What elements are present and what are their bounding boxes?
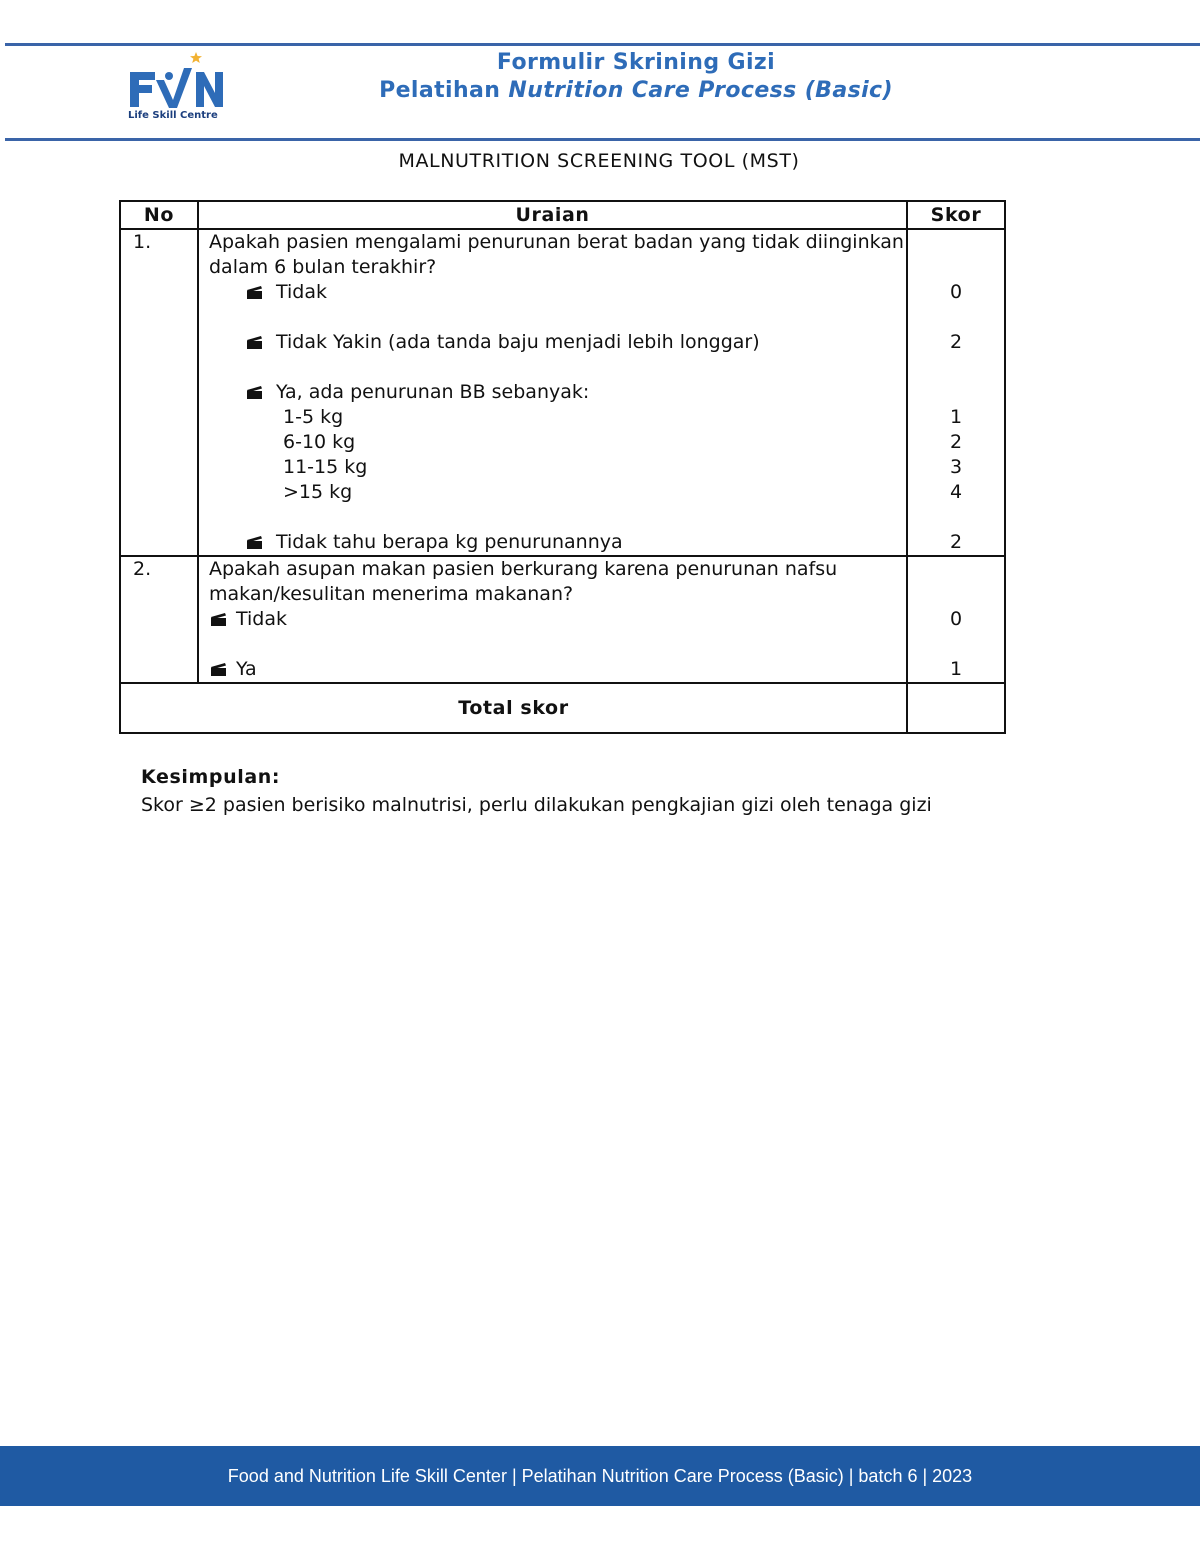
table-row-total bbox=[120, 683, 1005, 733]
q1-question: Apakah pasien mengalami penurunan berat badan yang tidak diinginkan dalam 6 bulan terakhir? bbox=[209, 231, 904, 278]
clapperboard-bullet-icon bbox=[211, 613, 228, 626]
score-value: 0 bbox=[949, 608, 963, 630]
conclusion-text: Skor ≥2 pasien berisiko malnutrisi, perlu dilakukan pengkajian gizi oleh tenaga gizi bbox=[141, 794, 932, 816]
q2-content bbox=[198, 556, 907, 683]
q2-option-label: Ya bbox=[236, 658, 257, 680]
q1-sub-option[interactable]: 6-10 kg bbox=[283, 431, 356, 453]
header-rule-top bbox=[5, 43, 1200, 46]
training-heading-italic: Nutrition Care Process (Basic) bbox=[508, 78, 893, 103]
clapperboard-bullet-icon bbox=[247, 386, 264, 399]
score-value: 2 bbox=[949, 431, 963, 453]
q2-scores bbox=[907, 556, 1005, 683]
clapperboard-bullet-icon bbox=[247, 536, 264, 549]
q1-option-tidak[interactable] bbox=[209, 280, 906, 305]
q1-content bbox=[198, 229, 907, 556]
score-value: 2 bbox=[949, 531, 963, 553]
q2-option-tidak[interactable] bbox=[209, 607, 906, 632]
q1-sub-option[interactable]: 1-5 kg bbox=[283, 406, 344, 428]
table-header-row bbox=[120, 201, 1005, 229]
q1-option-label: Tidak tahu berapa kg penurunannya bbox=[276, 531, 623, 553]
header-skor: Skor bbox=[907, 201, 1005, 229]
q2-number: 2. bbox=[120, 556, 198, 683]
clapperboard-bullet-icon bbox=[211, 663, 228, 676]
q1-scores bbox=[907, 229, 1005, 556]
q1-option-label: Tidak bbox=[276, 281, 328, 303]
total-score-label: Total skor bbox=[120, 683, 907, 733]
score-value: 4 bbox=[949, 481, 963, 503]
q1-option-tidak-yakin[interactable] bbox=[209, 330, 906, 355]
score-value: 1 bbox=[949, 658, 963, 680]
q1-option-ya[interactable] bbox=[209, 380, 906, 405]
q1-sub-option[interactable]: >15 kg bbox=[283, 481, 353, 503]
training-heading-prefix: Pelatihan bbox=[379, 78, 509, 103]
q1-sub-option[interactable]: 11-15 kg bbox=[283, 456, 368, 478]
q2-option-label: Tidak bbox=[236, 608, 288, 630]
score-value: 1 bbox=[949, 406, 963, 428]
header-rule-bottom bbox=[5, 138, 1200, 141]
header-no: No bbox=[120, 201, 198, 229]
table-row-q1 bbox=[120, 229, 1005, 556]
page-title: MALNUTRITION SCREENING TOOL (MST) bbox=[398, 150, 800, 172]
score-value: 2 bbox=[949, 331, 963, 353]
mst-table bbox=[119, 200, 1006, 734]
q1-option-label: Ya, ada penurunan BB sebanyak: bbox=[276, 381, 590, 403]
footer-bar bbox=[0, 1446, 1200, 1506]
clapperboard-bullet-icon bbox=[247, 286, 264, 299]
footer-text: Food and Nutrition Life Skill Center | Pelatihan Nutrition Care Process (Basic) | batch 6 | 2023 bbox=[227, 1466, 973, 1486]
q2-option-ya[interactable] bbox=[209, 657, 906, 682]
score-value: 0 bbox=[949, 281, 963, 303]
q2-question: Apakah asupan makan pasien berkurang karena penurunan nafsu makan/kesulitan menerima makanan? bbox=[209, 558, 838, 605]
header-uraian: Uraian bbox=[198, 201, 907, 229]
clapperboard-bullet-icon bbox=[247, 336, 264, 349]
q1-number: 1. bbox=[120, 229, 198, 556]
q1-option-tidak-tahu[interactable] bbox=[209, 530, 906, 555]
total-score-field[interactable] bbox=[907, 683, 1005, 733]
training-heading bbox=[0, 78, 1200, 103]
score-value: 3 bbox=[949, 456, 963, 478]
conclusion bbox=[141, 763, 932, 819]
logo-tagline: Life Skill Centre bbox=[128, 110, 218, 121]
form-heading: Formulir Skrining Gizi bbox=[496, 50, 776, 75]
table-row-q2 bbox=[120, 556, 1005, 683]
conclusion-title: Kesimpulan: bbox=[141, 766, 281, 788]
q1-option-label: Tidak Yakin (ada tanda baju menjadi lebih longgar) bbox=[276, 331, 760, 353]
